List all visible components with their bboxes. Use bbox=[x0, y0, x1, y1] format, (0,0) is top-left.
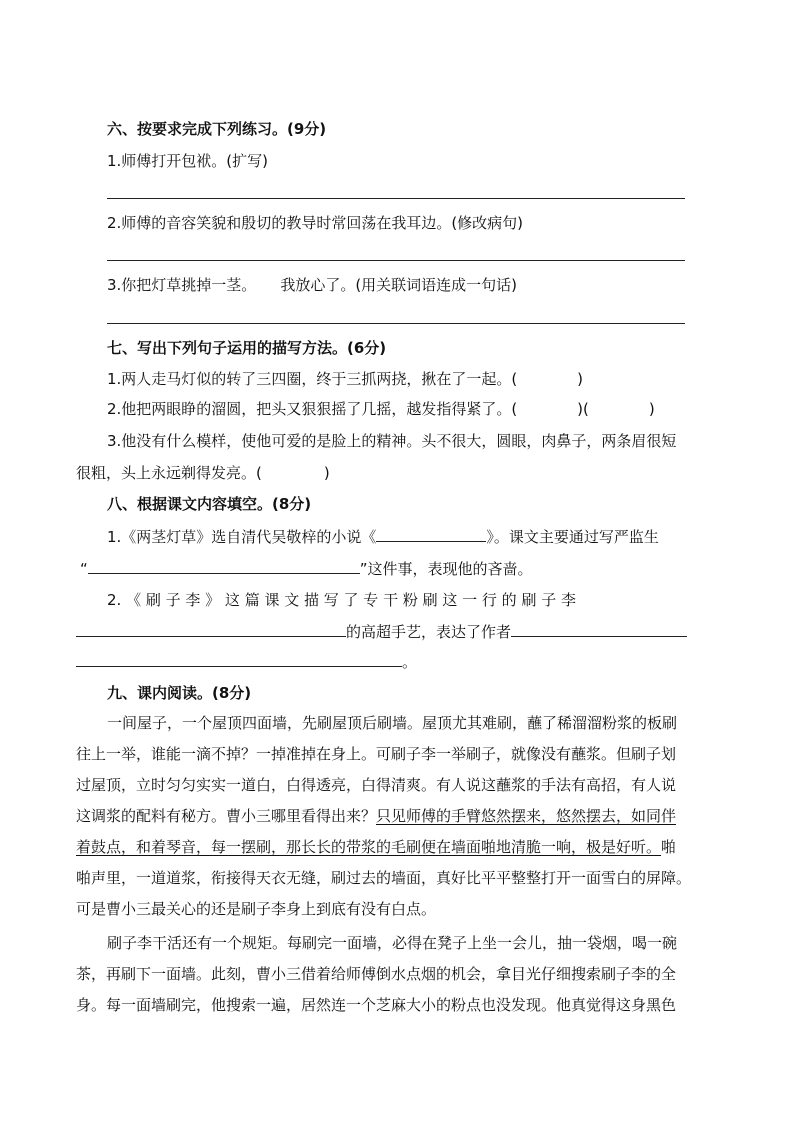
reading-p1-line-4 bbox=[76, 805, 676, 827]
reading-text: 啪 bbox=[661, 838, 677, 856]
reading-p1-line-7: 可是曹小三最关心的还是刷子李身上到底有没有白点。 bbox=[76, 900, 437, 918]
s7-q2-text: 2.他把两眼睁的溜圆，把头又狠狠摇了几摇，越发指得紧了。( bbox=[107, 400, 518, 418]
reading-p1-line-5 bbox=[76, 836, 676, 858]
section-6-title: 六、按要求完成下列练习。(9分) bbox=[107, 120, 327, 138]
answer-blank[interactable] bbox=[511, 620, 687, 637]
s8-question-2-line-2 bbox=[76, 620, 687, 643]
answer-line[interactable] bbox=[107, 260, 685, 261]
open-quote: “ bbox=[80, 560, 88, 578]
s7-question-3-line-2 bbox=[76, 462, 330, 484]
reading-p1-line-1: 一间屋子，一个屋顶四面墙，先刷屋顶后刷墙。屋顶尤其难刷，蘸了稀溜溜粉浆的板刷 bbox=[107, 714, 678, 732]
underlined-sentence: 只见师傅的手臂悠然摆来，悠然摆去，如同伴 bbox=[376, 807, 677, 825]
answer-blank[interactable] bbox=[76, 650, 402, 667]
s7-q3-text: 很粗，头上永远剃得发亮。( bbox=[76, 464, 262, 482]
reading-p2-line-2: 茶，再刷下一面墙。此刻，曹小三借着给师傅倒水点烟的机会，拿目光仔细搜索刷子李的全 bbox=[76, 965, 677, 983]
answer-blank[interactable] bbox=[76, 620, 346, 637]
s8-question-2-line-1: 2. 《 刷 子 李 》 这 篇 课 文 描 写 了 专 干 粉 刷 这 一 行 的 刷 子 李 bbox=[107, 591, 576, 609]
section-8-title: 八、根据课文内容填空。(8分) bbox=[107, 495, 312, 513]
answer-line[interactable] bbox=[107, 198, 685, 199]
close-paren: ) bbox=[577, 370, 584, 388]
close-paren: ) bbox=[323, 464, 330, 482]
s8-question-2-line-3 bbox=[76, 650, 417, 673]
s6-q3-part-b: 我放心了。(用关联词语连成一句话) bbox=[280, 276, 518, 294]
s8-q1-text-d: ”这件事，表现他的吝啬。 bbox=[359, 560, 533, 578]
reading-p2-line-1: 刷子李干活还有一个规矩。每刷完一面墙，必得在凳子上坐一会儿，抽一袋烟，喝一碗 bbox=[107, 934, 678, 952]
s6-question-3 bbox=[107, 274, 517, 296]
s8-q1-text-b: 》。课文主要通过写严监生 bbox=[486, 528, 659, 546]
section-7-title: 七、写出下列句子运用的描写方法。(6分) bbox=[107, 339, 387, 357]
s8-question-1-line-1 bbox=[107, 525, 659, 548]
paren-separator: )( bbox=[577, 400, 589, 418]
reading-p1-line-3: 过屋顶，立时匀匀实实一道白，白得透亮，白得清爽。有人说这蘸浆的手法有高招，有人说 bbox=[76, 776, 677, 794]
s7-question-2 bbox=[107, 398, 655, 420]
section-9-title: 九、课内阅读。(8分) bbox=[107, 684, 252, 702]
close-paren: ) bbox=[648, 400, 655, 418]
reading-p1-line-2: 往上一举，谁能一滴不掉？一掉准掉在身上。可刷子李一举刷子，就像没有蘸浆。但刷子划 bbox=[76, 745, 677, 763]
answer-blank[interactable] bbox=[88, 557, 360, 574]
answer-line[interactable] bbox=[107, 323, 685, 324]
s7-q1-text: 1.两人走马灯似的转了三四圈，终于三抓两挠，揪在了一起。( bbox=[107, 370, 518, 388]
reading-p2-line-3: 身。每一面墙刷完，他搜索一遍，居然连一个芝麻大小的粉点也没发现。他真觉得这身黑色 bbox=[76, 996, 677, 1014]
s6-question-2: 2.师傅的音容笑貌和殷切的教导时常回荡在我耳边。(修改病句) bbox=[107, 214, 524, 232]
reading-p1-line-6: 啪声里，一道道浆，衔接得天衣无缝，刷过去的墙面，真好比平平整整打开一面雪白的屏障。 bbox=[76, 869, 692, 887]
s8-question-1-line-2 bbox=[80, 557, 533, 580]
s7-question-1 bbox=[107, 368, 583, 390]
s8-q2-text-b: 的高超手艺，表达了作者 bbox=[346, 623, 512, 641]
s6-q3-part-a: 3.你把灯草挑掉一茎。 bbox=[107, 276, 257, 294]
s7-question-3-line-1: 3.他没有什么模样，使他可爱的是脸上的精神。头不很大，圆眼，肉鼻子，两条眉很短 bbox=[107, 432, 677, 450]
reading-text: 这调浆的配料有秘方。曹小三哪里看得出来？ bbox=[76, 807, 377, 825]
s8-q1-text-a: 1.《两茎灯草》选自清代吴敬梓的小说《 bbox=[107, 528, 377, 546]
answer-blank[interactable] bbox=[376, 525, 486, 542]
period: 。 bbox=[402, 653, 418, 671]
s6-question-1: 1.师傅打开包袱。(扩写) bbox=[107, 152, 269, 170]
underlined-sentence: 着鼓点，和着琴音，每一摆刷，那长长的带浆的毛刷便在墙面啪地清脆一响，极是好听。 bbox=[76, 838, 662, 856]
